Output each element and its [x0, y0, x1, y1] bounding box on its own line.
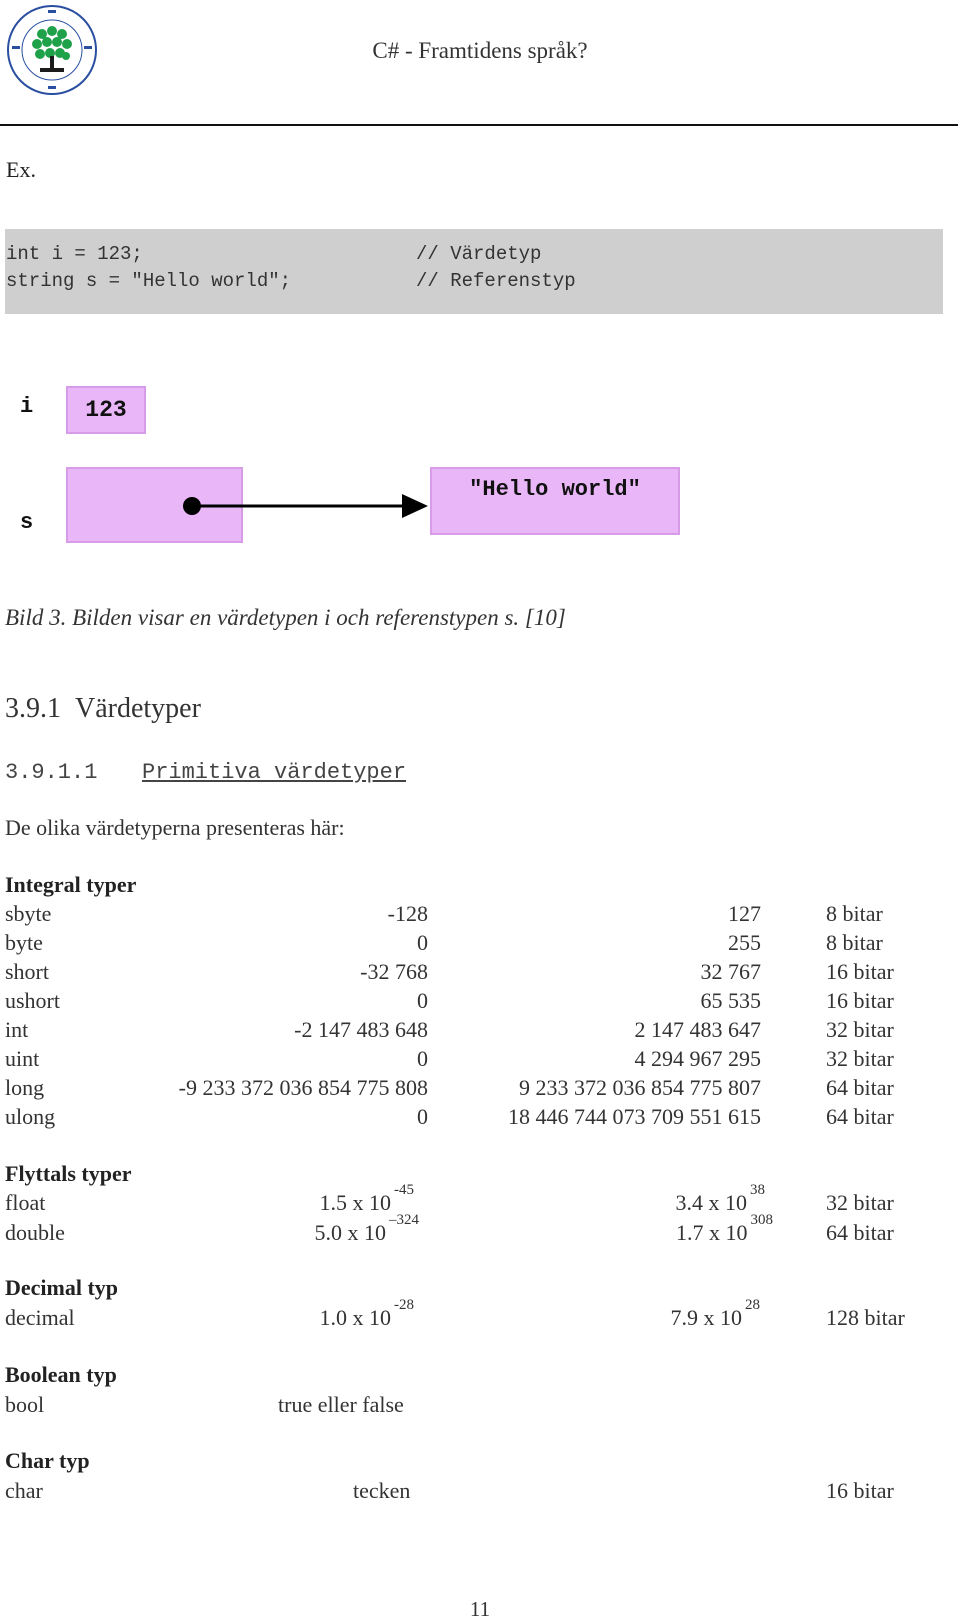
integral-title: Integral typer [5, 872, 137, 897]
min-exponent: –324 [389, 1212, 419, 1228]
type-size: 64 bitar [826, 1220, 894, 1245]
type-min [314, 1212, 420, 1246]
page-number: 11 [469, 1597, 491, 1621]
decimal-title: Decimal typ [5, 1275, 119, 1300]
diagram-label-i: i [20, 394, 34, 419]
type-size: 128 bitar [826, 1305, 905, 1330]
boolean-title: Boolean typ [5, 1362, 117, 1387]
code-line: int i = 123; [6, 243, 143, 265]
type-size: 32 bitar [826, 1046, 894, 1071]
intro-text: De olika värdetyperna presenteras här: [5, 815, 345, 840]
code-comment: // Värdetyp [416, 243, 542, 265]
example-label: Ex. [6, 157, 36, 182]
min-base: 1.5 x 10 [319, 1190, 391, 1215]
type-max [670, 1297, 761, 1331]
type-min: 0 [417, 1104, 428, 1129]
code-block [5, 229, 943, 314]
type-max: 18 446 744 073 709 551 615 [508, 1104, 761, 1129]
char-title: Char typ [5, 1448, 90, 1473]
type-min: -2 147 483 648 [294, 1017, 428, 1042]
subsection-number: 3.9.1.1 [5, 760, 98, 785]
type-name: ulong [5, 1104, 56, 1129]
type-max: 9 233 372 036 854 775 807 [519, 1075, 761, 1100]
max-base: 1.7 x 10 [676, 1220, 748, 1245]
type-name: long [5, 1075, 45, 1100]
type-name: char [5, 1478, 43, 1503]
type-size: 16 bitar [826, 1478, 894, 1503]
type-name: decimal [5, 1305, 75, 1330]
type-max: 4 294 967 295 [634, 1046, 761, 1071]
type-size: 32 bitar [826, 1190, 894, 1215]
type-name: double [5, 1220, 65, 1245]
diagram-label-s: s [20, 510, 34, 535]
figure-caption: Bild 3. Bilden visar en värdetypen i och referenstypen s. [10] [5, 605, 566, 630]
type-size: 64 bitar [826, 1075, 894, 1100]
code-line: string s = "Hello world"; [6, 270, 292, 292]
type-size: 32 bitar [826, 1017, 894, 1042]
min-base: 1.0 x 10 [319, 1305, 391, 1330]
type-max: 255 [728, 930, 761, 955]
pointer-arrow-icon [180, 488, 430, 524]
type-name: int [5, 1017, 29, 1042]
type-name: byte [5, 930, 43, 955]
section-title: Värdetyper [75, 693, 201, 724]
type-min: -32 768 [360, 959, 428, 984]
type-min [319, 1297, 415, 1331]
max-exponent: 308 [750, 1212, 773, 1228]
type-max: 127 [728, 901, 761, 926]
type-size: 64 bitar [826, 1104, 894, 1129]
heap-object-text: "Hello world" [469, 477, 641, 502]
header-title: C# - Framtidens språk? [372, 38, 588, 63]
type-size: 16 bitar [826, 959, 894, 984]
type-min: 0 [417, 1046, 428, 1071]
type-max: 32 767 [700, 959, 761, 984]
type-values: tecken [353, 1478, 411, 1503]
type-size: 8 bitar [826, 901, 883, 926]
type-max: 65 535 [700, 988, 761, 1013]
type-min: 0 [417, 988, 428, 1013]
min-exponent: -45 [394, 1182, 414, 1198]
type-name: sbyte [5, 901, 52, 926]
type-max: 2 147 483 647 [634, 1017, 761, 1042]
type-name: float [5, 1190, 46, 1215]
max-base: 7.9 x 10 [670, 1305, 742, 1330]
type-values: true eller false [278, 1392, 404, 1417]
section-number: 3.9.1 [5, 693, 61, 724]
min-exponent: -28 [394, 1297, 414, 1313]
code-comment: // Referenstyp [416, 270, 576, 292]
type-size: 16 bitar [826, 988, 894, 1013]
max-base: 3.4 x 10 [675, 1190, 747, 1215]
type-min: -9 233 372 036 854 775 808 [178, 1075, 428, 1100]
value-i-text: 123 [85, 397, 127, 423]
max-exponent: 28 [745, 1297, 760, 1313]
type-name: ushort [5, 988, 60, 1013]
header-divider [0, 124, 958, 126]
type-size: 8 bitar [826, 930, 883, 955]
type-min: -128 [387, 901, 428, 926]
subsection-title: Primitiva värdetyper [142, 760, 407, 785]
type-min: 0 [417, 930, 428, 955]
max-exponent: 38 [750, 1182, 765, 1198]
floating-title: Flyttals typer [5, 1161, 132, 1186]
type-max [676, 1212, 773, 1246]
section-heading [5, 693, 201, 725]
type-name: bool [5, 1392, 45, 1417]
type-name: short [5, 959, 49, 984]
min-base: 5.0 x 10 [314, 1220, 386, 1245]
type-name: uint [5, 1046, 40, 1071]
